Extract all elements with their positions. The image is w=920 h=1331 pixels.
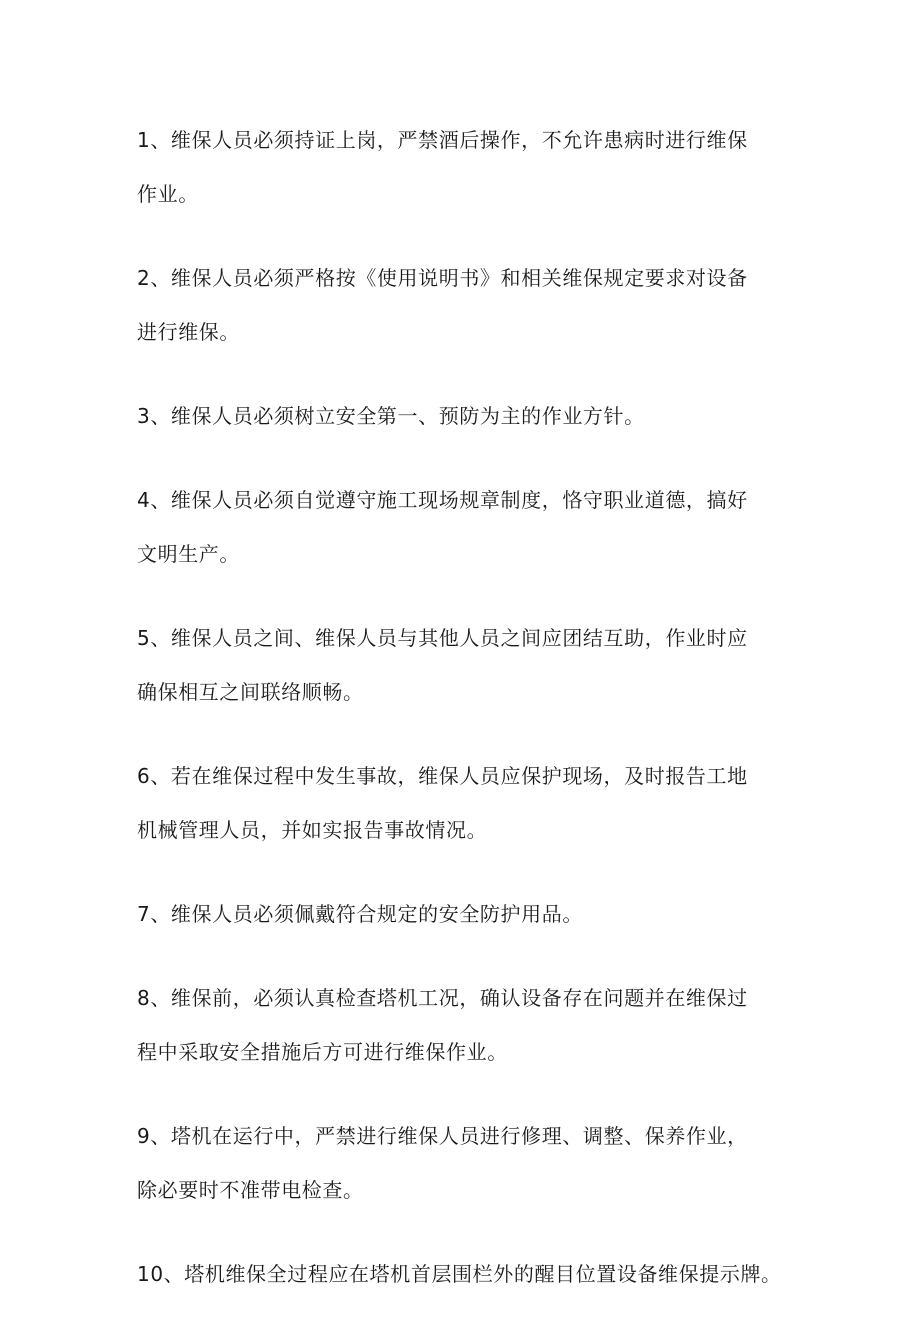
- rule-line: 文明生产。: [137, 542, 240, 566]
- rule-item-4: [137, 473, 797, 581]
- rule-item-8: [137, 971, 797, 1079]
- rule-line: 6、若在维保过程中发生事故，维保人员应保护现场，及时报告工地: [137, 764, 748, 788]
- rule-item-5: [137, 611, 797, 719]
- rule-line: 1、维保人员必须持证上岗，严禁酒后操作，不允许患病时进行维保: [137, 128, 748, 152]
- rule-line: 9、塔机在运行中，严禁进行维保人员进行修理、调整、保养作业，: [137, 1124, 748, 1148]
- rule-line: 进行维保。: [137, 320, 240, 344]
- rule-item-3: [137, 389, 797, 443]
- rule-item-7: [137, 887, 797, 941]
- rule-line: 4、维保人员必须自觉遵守施工现场规章制度，恪守职业道德，搞好: [137, 488, 748, 512]
- rule-line: 2、维保人员必须严格按《使用说明书》和相关维保规定要求对设备: [137, 266, 748, 290]
- rule-line: 确保相互之间联络顺畅。: [137, 680, 364, 704]
- rules-list: [137, 113, 797, 1331]
- rule-line: 7、维保人员必须佩戴符合规定的安全防护用品。: [137, 902, 583, 926]
- rule-line: 10、塔机维保全过程应在塔机首层围栏外的醒目位置设备维保提示牌。: [137, 1262, 782, 1286]
- rule-item-9: [137, 1109, 797, 1217]
- rule-line: 5、维保人员之间、维保人员与其他人员之间应团结互助，作业时应: [137, 626, 748, 650]
- rule-line: 3、维保人员必须树立安全第一、预防为主的作业方针。: [137, 404, 645, 428]
- rule-line: 除必要时不准带电检查。: [137, 1178, 364, 1202]
- rule-line: 程中采取安全措施后方可进行维保作业。: [137, 1040, 508, 1064]
- rule-item-6: [137, 749, 797, 857]
- rule-line: 机械管理人员，并如实报告事故情况。: [137, 818, 488, 842]
- rule-line: 作业。: [137, 182, 199, 206]
- rule-line: 8、维保前，必须认真检查塔机工况，确认设备存在问题并在维保过: [137, 986, 748, 1010]
- rule-item-1: [137, 113, 797, 221]
- rule-item-10: [137, 1247, 797, 1301]
- rule-item-2: [137, 251, 797, 359]
